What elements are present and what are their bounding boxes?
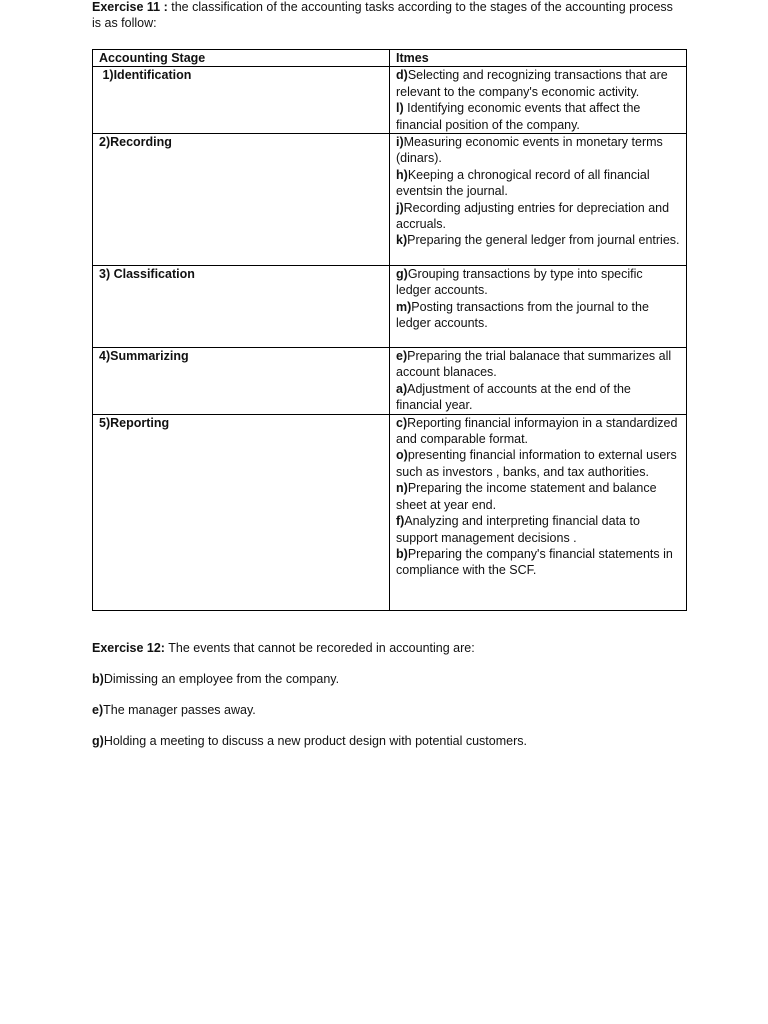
header-items <box>390 50 687 67</box>
item-text: Preparing the general ledger from journal entries. <box>407 233 680 248</box>
item-letter: b) <box>92 672 104 686</box>
item-entry <box>396 134 680 167</box>
item-entry <box>396 100 680 133</box>
item-text: Keeping a chronogical record of all financial eventsin the journal. <box>396 167 650 199</box>
item-entry <box>396 167 680 200</box>
table-row <box>93 414 687 610</box>
header-accounting-stage <box>93 50 390 67</box>
table-row <box>93 67 687 134</box>
stage-label: 4)Summarizing <box>99 349 189 364</box>
exercise-12-text: The events that cannot be recoreded in accounting are: <box>164 641 475 655</box>
items-cell <box>390 266 687 348</box>
item-letter: l) <box>396 101 404 116</box>
stage-label: 3) Classification <box>99 267 195 282</box>
item-text: Identifying economic events that affect the financial position of the company. <box>396 101 644 132</box>
header-items-label: Itmes <box>396 51 429 65</box>
item-text: Selecting and recognizing transactions that are relevant to the company's economic activity. <box>396 68 668 99</box>
item-text: Posting transactions from the journal to the ledger accounts. <box>396 299 649 331</box>
exercise-12-item <box>92 702 692 718</box>
exercise-11-text: the classification of the accounting tasks according to the stages of the accounting process is as follow: <box>92 0 673 31</box>
table-row <box>93 266 687 348</box>
stage-cell <box>93 266 390 348</box>
header-accounting-stage-label: Accounting Stage <box>99 51 206 65</box>
item-text: presenting financial information to external users such as investors , banks, and tax authorities. <box>396 448 677 479</box>
stage-cell <box>93 414 390 610</box>
item-text: Reporting financial informayion in a standardized and comparable format. <box>396 415 678 447</box>
item-text: Dimissing an employee from the company. <box>103 672 340 686</box>
items-cell <box>390 414 687 610</box>
item-letter: i) <box>396 135 404 150</box>
item-letter: f) <box>396 514 405 529</box>
item-letter: n) <box>396 481 408 496</box>
item-letter: m) <box>396 299 412 314</box>
item-entry <box>396 381 680 414</box>
table-row <box>93 348 687 415</box>
stage-cell <box>93 67 390 134</box>
items-cell <box>390 134 687 266</box>
item-entry <box>396 200 680 233</box>
exercise-12-label: Exercise 12: <box>92 641 165 655</box>
item-entry <box>396 447 680 480</box>
item-letter: e) <box>396 349 408 364</box>
item-letter: d) <box>396 68 408 83</box>
item-entry <box>396 480 680 513</box>
table-row <box>93 134 687 266</box>
item-entry <box>396 546 680 579</box>
item-entry <box>396 266 680 299</box>
item-entry <box>396 513 680 546</box>
stage-cell <box>93 134 390 266</box>
item-text: Holding a meeting to discuss a new product design with potential customers. <box>103 734 527 748</box>
item-text: Adjustment of accounts at the end of the financial year. <box>396 381 631 413</box>
items-cell <box>390 348 687 415</box>
item-entry <box>396 232 680 248</box>
exercise-12-item <box>92 733 692 749</box>
items-cell <box>390 67 687 134</box>
stage-label: 2)Recording <box>99 135 172 150</box>
item-text: The manager passes away. <box>103 703 256 717</box>
item-letter: j) <box>396 200 404 215</box>
stage-label: 5)Reporting <box>99 415 170 430</box>
table-header-row <box>93 50 687 67</box>
exercise-12-intro <box>92 640 692 656</box>
item-letter: h) <box>396 167 408 182</box>
exercise-11-intro <box>92 0 682 32</box>
item-entry <box>396 67 680 100</box>
item-letter: e) <box>92 703 104 717</box>
exercise-12-item <box>92 671 692 687</box>
accounting-stages-table <box>92 49 687 611</box>
item-letter: g) <box>92 734 104 748</box>
item-letter: a) <box>396 381 408 396</box>
item-letter: g) <box>396 267 408 282</box>
item-letter: b) <box>396 546 408 561</box>
item-entry <box>396 348 680 381</box>
item-text: Analyzing and interpreting financial data to support management decisions . <box>396 514 640 545</box>
item-text: Measuring economic events in monetary terms (dinars). <box>396 135 663 166</box>
stage-cell <box>93 348 390 415</box>
item-letter: c) <box>396 415 408 430</box>
item-text: Preparing the income statement and balance sheet at year end. <box>396 481 657 512</box>
exercise-11-label: Exercise 11 : <box>92 0 168 14</box>
item-text: Recording adjusting entries for depreciation and accruals. <box>396 200 670 232</box>
item-text: Preparing the trial balanace that summarizes all account blanaces. <box>396 349 672 380</box>
item-text: Grouping transactions by type into specific ledger accounts. <box>396 267 643 298</box>
item-entry <box>396 415 680 448</box>
stage-label: 1)Identification <box>99 68 192 83</box>
item-entry <box>396 299 680 332</box>
item-letter: k) <box>396 233 408 248</box>
item-text: Preparing the company's financial statements in compliance with the SCF. <box>396 546 673 578</box>
item-letter: o) <box>396 448 408 463</box>
